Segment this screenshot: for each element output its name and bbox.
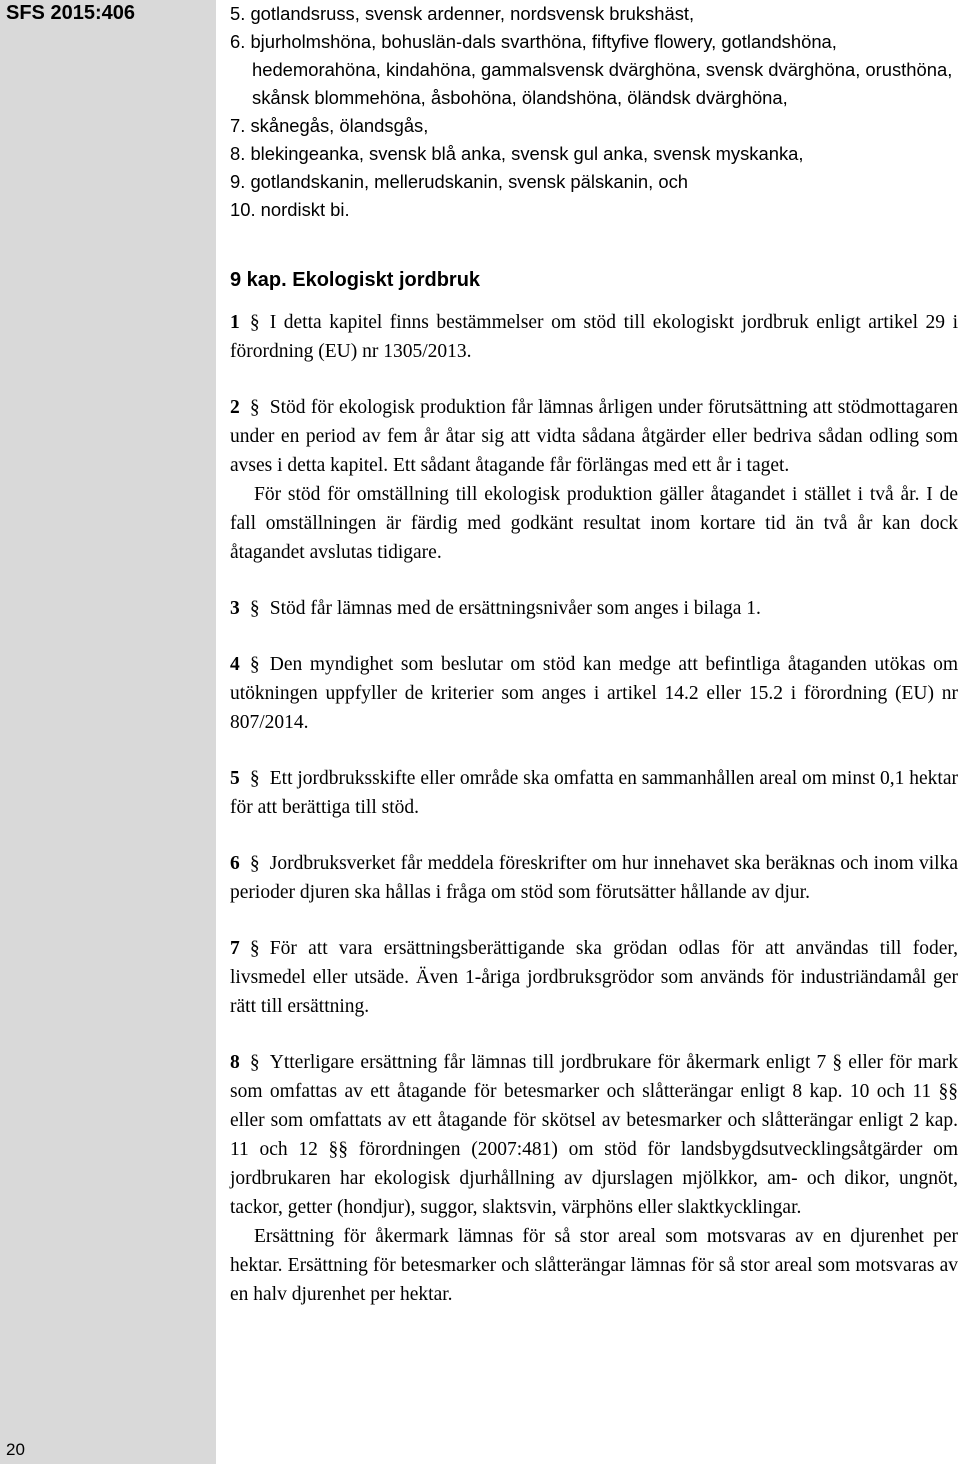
paragraph-2 bbox=[230, 393, 958, 567]
paragraph-5 bbox=[230, 764, 958, 822]
list-item: 8. blekingeanka, svensk blå anka, svensk gul anka, svensk myskanka, bbox=[230, 143, 804, 164]
list-item: 5. gotlandsruss, svensk ardenner, nordsvensk brukshäst, bbox=[230, 3, 695, 24]
animal-breed-list bbox=[230, 0, 958, 224]
paragraph-1 bbox=[230, 308, 958, 366]
chapter-heading: 9 kap. Ekologiskt jordbruk bbox=[230, 269, 481, 291]
paragraph-number: 5 bbox=[230, 768, 240, 789]
margin-sidebar bbox=[0, 0, 216, 1464]
paragraph-number: 6 bbox=[230, 853, 240, 874]
paragraph-text: Ett jordbruksskifte eller område ska omfatta en sammanhållen areal om minst 0,1 hektar för att berättiga till stöd. bbox=[230, 768, 958, 818]
section-sign: § bbox=[249, 598, 260, 619]
paragraph-number: 7 bbox=[230, 938, 240, 959]
paragraph-number: 3 bbox=[230, 598, 240, 619]
section-sign: § bbox=[249, 654, 260, 675]
paragraph-number: 4 bbox=[230, 654, 240, 675]
document-body bbox=[230, 0, 958, 1336]
section-sign: § bbox=[249, 1052, 260, 1073]
paragraph-text: Stöd för ekologisk produktion får lämnas årligen under förutsättning att stödmottagaren under en period av fem år åtar sig att vidta sådana åtgärder eller bedriva sådan odling som avses i detta kapitel. Ett sådant åtagande får förlängas med ett år i taget. bbox=[230, 397, 958, 476]
paragraph-text: Den myndighet som beslutar om stöd kan medge att befintliga åtaganden utökas om utökningen uppfyller de kriterier som anges i artikel 14.2 eller 15.2 i förordning (EU) nr 807/2014. bbox=[230, 654, 958, 733]
paragraph-8 bbox=[230, 1048, 958, 1309]
page-number: 20 bbox=[6, 1440, 25, 1459]
section-sign: § bbox=[249, 397, 260, 418]
paragraph-6 bbox=[230, 849, 958, 907]
section-sign: § bbox=[249, 312, 260, 333]
paragraph-text: Stöd får lämnas med de ersättningsnivåer som anges i bilaga 1. bbox=[269, 598, 761, 619]
section-sign: § bbox=[249, 768, 260, 789]
section-sign: § bbox=[249, 938, 260, 959]
list-item: 6. bjurholmshöna, bohuslän-dals svarthöna, fiftyfive flowery, gotlandshöna, hedemorahöna, kindahöna, gammalsvensk dvärghöna, svensk dvärghöna, orusthöna, skånsk blommehöna, åsbohöna, ölandshöna, öländsk dvärghöna, bbox=[230, 31, 953, 108]
paragraph-text: Jordbruksverket får meddela föreskrifter om hur innehavet ska beräknas och inom vilka perioder djuren ska hållas i fråga om stöd som förutsätter hållande av djur. bbox=[230, 853, 958, 903]
paragraph-number: 2 bbox=[230, 397, 240, 418]
paragraph-text: För att vara ersättningsberättigande ska grödan odlas för att användas till foder, livsmedel eller utsäde. Även 1-åriga jordbruksgrödor som används för industriändamål ger rätt till ersättning. bbox=[230, 938, 958, 1017]
paragraph-4 bbox=[230, 650, 958, 737]
paragraph-3 bbox=[230, 594, 958, 623]
paragraph-7 bbox=[230, 934, 958, 1021]
paragraph-text: Ytterligare ersättning får lämnas till jordbrukare för åkermark enligt 7 § eller för mark som omfattas av ett åtagande för betesmarker och slåtterängar enligt 8 kap. 10 och 11 §§ eller som omfattats av ett åtagande för skötsel av betesmarker och slåtterängar enligt 2 kap. 11 och 12 §§ förordningen (2007:481) om stöd för landsbygdsutvecklingsåtgärder om jordbrukaren har ekologisk djurhållning av djurslagen mjölkkor, am- och dikor, ungnöt, tackor, getter (hondjur), suggor, slaktsvin, värphöns eller slaktkycklingar. bbox=[230, 1052, 958, 1218]
list-item: 7. skånegås, ölandsgås, bbox=[230, 115, 429, 136]
sfs-number: SFS 2015:406 bbox=[6, 2, 135, 24]
paragraph-text: Ersättning för åkermark lämnas för så stor areal som motsvaras av en djurenhet per hektar. Ersättning för betesmarker och slåtterängar lämnas för så stor areal som motsvaras av en halv djurenhet per hektar. bbox=[230, 1226, 958, 1305]
list-item: 10. nordiskt bi. bbox=[230, 199, 350, 220]
paragraph-number: 1 bbox=[230, 312, 240, 333]
paragraph-number: 8 bbox=[230, 1052, 240, 1073]
paragraph-text: I detta kapitel finns bestämmelser om stöd till ekologiskt jordbruk enligt artikel 29 i förordning (EU) nr 1305/2013. bbox=[230, 312, 958, 362]
paragraph-text: För stöd för omställning till ekologisk produktion gäller åtagandet i stället i två år. I de fall omställningen är färdig med godkänt resultat inom kortare tid än två år kan dock åtagandet avslutas tidigare. bbox=[230, 484, 958, 563]
list-item: 9. gotlandskanin, mellerudskanin, svensk pälskanin, och bbox=[230, 171, 688, 192]
section-sign: § bbox=[249, 853, 260, 874]
